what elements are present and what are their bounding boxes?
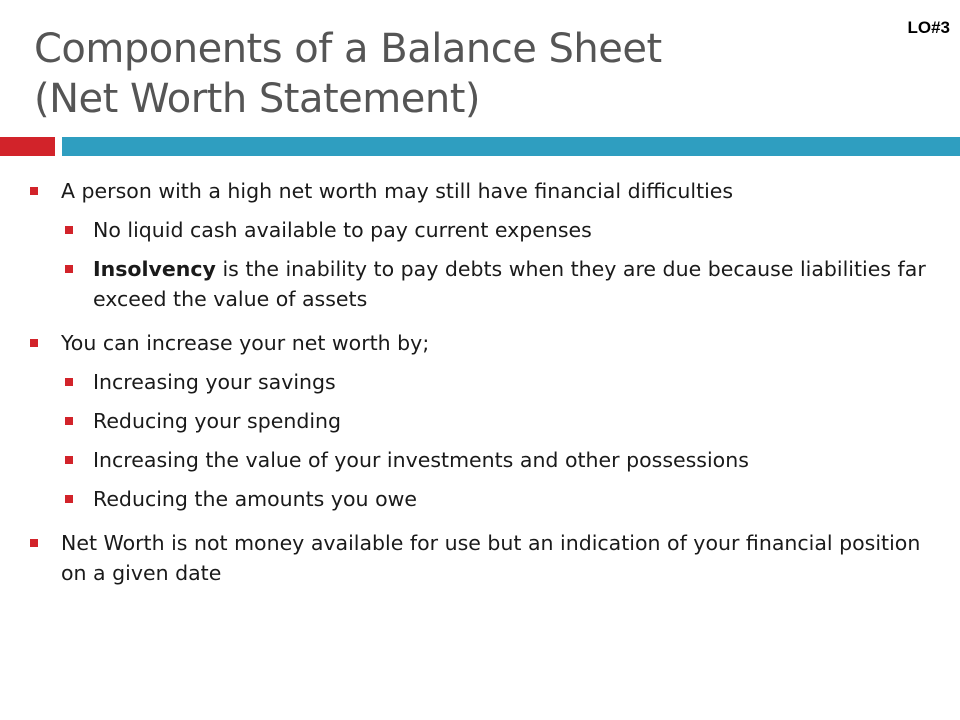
sub-bullet-item <box>28 445 928 475</box>
sub-bullet-item <box>28 254 928 314</box>
bullet-list <box>28 176 928 588</box>
sub-bullet-item <box>28 367 928 397</box>
bullet-text: A person with a high net worth may still have financial difficulties <box>61 179 734 203</box>
square-bullet-icon <box>65 378 73 386</box>
square-bullet-icon <box>30 187 38 195</box>
square-bullet-icon <box>30 339 38 347</box>
bullet-text: is the inability to pay debts when they are due because liabilities far exceed the value of assets <box>93 257 926 311</box>
square-bullet-icon <box>65 226 73 234</box>
slide-title-line-1: Components of a Balance Sheet <box>34 26 662 72</box>
sub-bullet-item <box>28 406 928 436</box>
bullet-text: Reducing your spending <box>93 409 342 433</box>
learning-objective-tag: LO#3 <box>907 18 950 37</box>
accent-bar-red <box>0 137 55 156</box>
slide-title <box>34 24 854 124</box>
accent-bar-blue <box>62 137 960 156</box>
square-bullet-icon <box>65 456 73 464</box>
bullet-text: No liquid cash available to pay current expenses <box>93 218 592 242</box>
sub-bullet-item <box>28 484 928 514</box>
square-bullet-icon <box>30 539 38 547</box>
bullet-item <box>28 328 928 358</box>
bullet-text: Increasing the value of your investments and other possessions <box>93 448 749 472</box>
bullet-text: Net Worth is not money available for use but an indication of your financial position on a given date <box>61 531 921 585</box>
bullet-text: Increasing your savings <box>93 370 336 394</box>
term-insolvency: Insolvency <box>93 257 216 281</box>
square-bullet-icon <box>65 495 73 503</box>
square-bullet-icon <box>65 417 73 425</box>
bullet-text: You can increase your net worth by; <box>61 331 430 355</box>
bullet-item <box>28 176 928 206</box>
bullet-item <box>28 528 928 588</box>
sub-bullet-item <box>28 215 928 245</box>
slide-title-line-2: (Net Worth Statement) <box>34 76 481 122</box>
bullet-text: Reducing the amounts you owe <box>93 487 417 511</box>
square-bullet-icon <box>65 265 73 273</box>
